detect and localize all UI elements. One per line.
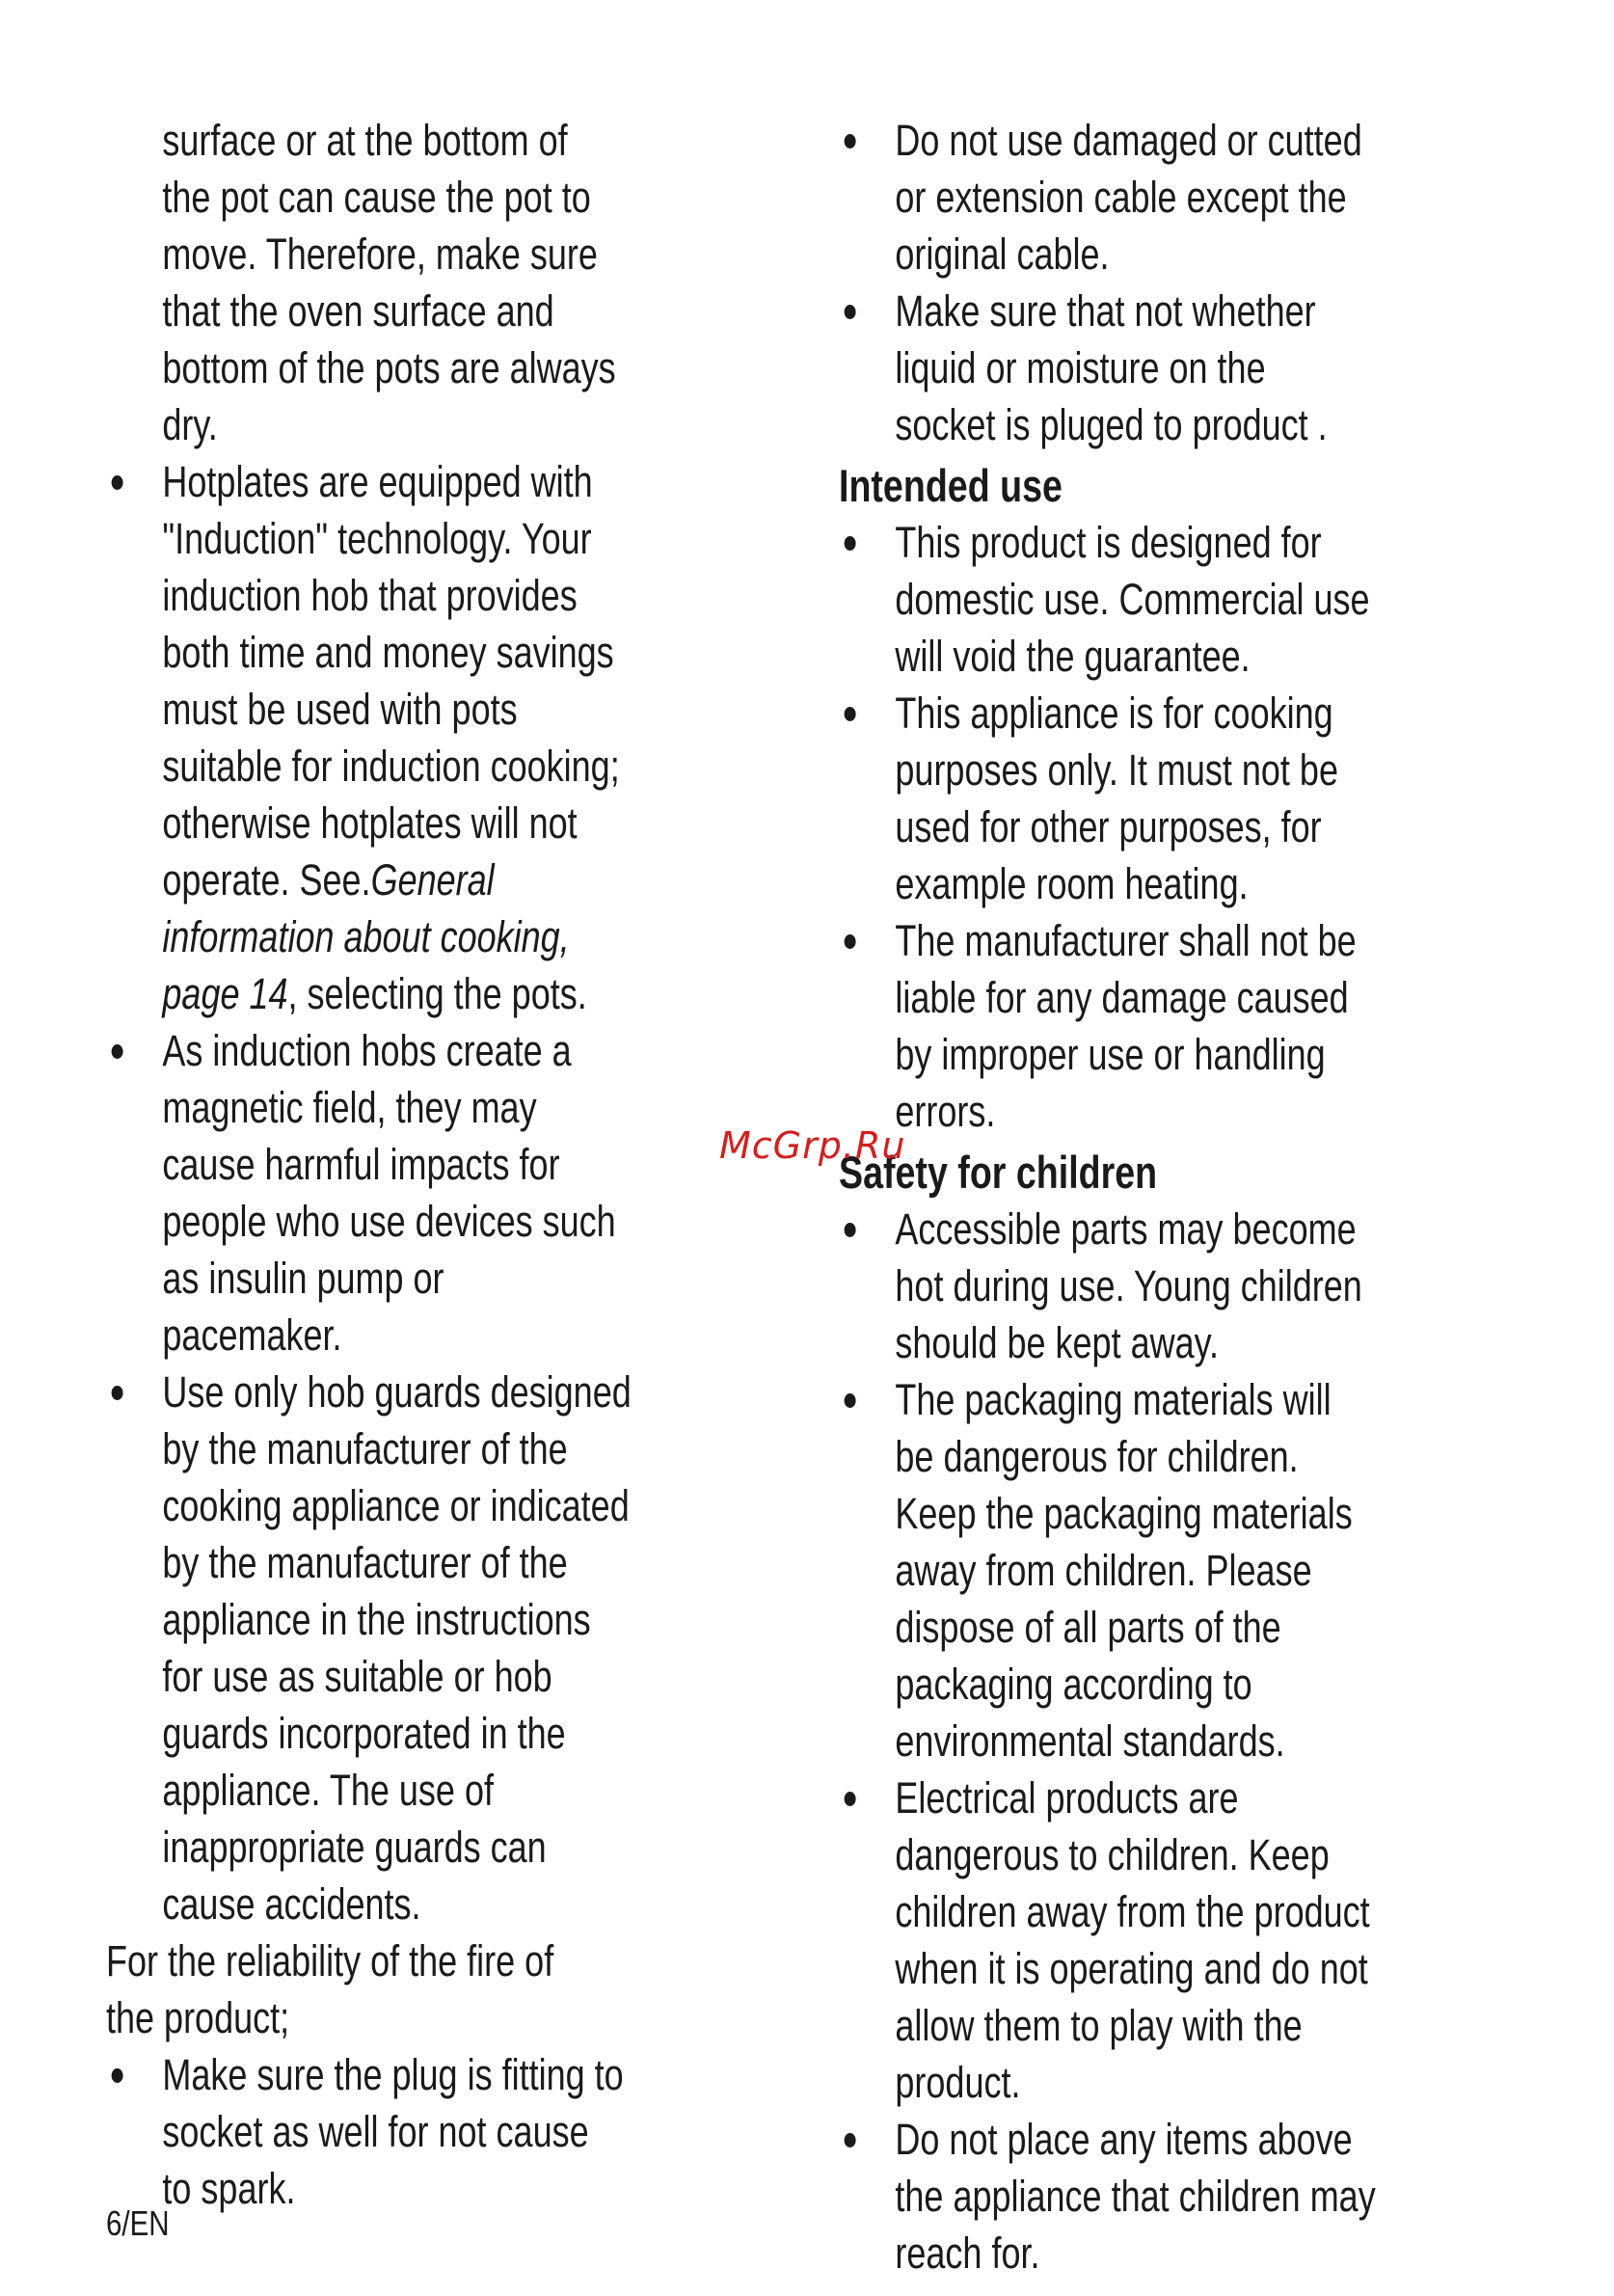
bullet-icon: [845, 1792, 856, 1806]
list-item: [839, 1201, 1388, 1371]
list-item-text: Electrical products are dangerous to children. Keep children away from the product when it is operating and do not allow them to play with the product.: [895, 1773, 1370, 2107]
bullet-icon: [845, 1223, 856, 1237]
section-heading-intended-use: Intended use: [839, 460, 1063, 511]
bullet-icon: [845, 934, 856, 949]
list-item-text: The packaging materials will be dangerous for children. Keep the packaging materials away from children. Please dispose of all parts of the packaging according to environmental standards.: [895, 1375, 1353, 1766]
bullet-icon: [112, 1044, 123, 1059]
list-item-text: The manufacturer shall not be liable for any damage caused by improper use or handling errors.: [895, 916, 1357, 1136]
list-item-text: , selecting the pots.: [287, 969, 587, 1018]
bullet-icon: [845, 536, 856, 551]
right-column: [839, 112, 1533, 2282]
list-item: [106, 2046, 625, 2217]
list-item-text: This product is designed for domestic use. Commercial use will void the guarantee.: [895, 518, 1370, 681]
list-item: [106, 1364, 632, 1932]
list-item: [106, 453, 625, 1022]
list-item: [839, 283, 1373, 453]
continuation-paragraph: surface or at the bottom of the pot can cause the pot to move. Therefore, make sure that the oven surface and bottom of the pots are always dry.: [162, 116, 616, 449]
cross-reference-link[interactable]: General information about cooking, page 14: [162, 855, 570, 1018]
list-item-text: As induction hobs create a magnetic field, they may cause harmful impacts for people who use devices such as insulin pump or pacemaker.: [162, 1026, 616, 1360]
list-item-text: Do not place any items above the appliance that children may reach for.: [895, 2115, 1376, 2278]
list-item-text: Accessible parts may become hot during use. Young children should be kept away.: [895, 1204, 1362, 1367]
bullet-icon: [845, 1393, 856, 1408]
list-item-text: Do not use damaged or cutted or extension cable except the original cable.: [895, 116, 1362, 279]
list-item: [106, 1022, 625, 1364]
watermark-text: McGrp.Ru: [719, 1124, 906, 1167]
list-item-text: Make sure that not whether liquid or moisture on the socket is pluged to product .: [895, 286, 1328, 449]
bullet-icon: [845, 707, 856, 721]
list-item: [839, 1769, 1381, 2111]
list-item: [839, 1371, 1373, 1769]
list-item: [839, 112, 1373, 283]
bullet-icon: [112, 1386, 123, 1400]
list-item: [839, 912, 1373, 1140]
list-item-text: This appliance is for cooking purposes only. It must not be used for other purposes, for example room heating.: [895, 689, 1338, 908]
page-number: 6/EN: [106, 2203, 170, 2243]
bullet-icon: [845, 305, 856, 319]
list-item-text: Use only hob guards designed by the manufacturer of the cooking appliance or indicated by the manufacturer of the appliance in the instructions for use as suitable or hob guards incorporated in the appliance. The use of inappropriate guards can cause accidents.: [162, 1367, 632, 1929]
bullet-icon: [845, 134, 856, 149]
bullet-icon: [112, 475, 123, 490]
list-item-text: Hotplates are equipped with "Induction" technology. Your induction hob that provides both time and money savings must be used with pots suitable for induction cooking; otherwise hotplates will not operate. See.: [162, 457, 620, 905]
list-item: [839, 685, 1358, 912]
section-heading-safety-for-children: Safety for children: [839, 1147, 1158, 1198]
list-item-text: Make sure the plug is fitting to socket as well for not cause to spark.: [162, 2050, 624, 2213]
left-column: [106, 112, 800, 2217]
list-item: [839, 2111, 1381, 2282]
list-item: [839, 514, 1373, 685]
bullet-icon: [845, 2133, 856, 2147]
paragraph: For the reliability of the fire of the product;: [106, 1936, 554, 2042]
bullet-icon: [112, 2068, 123, 2083]
